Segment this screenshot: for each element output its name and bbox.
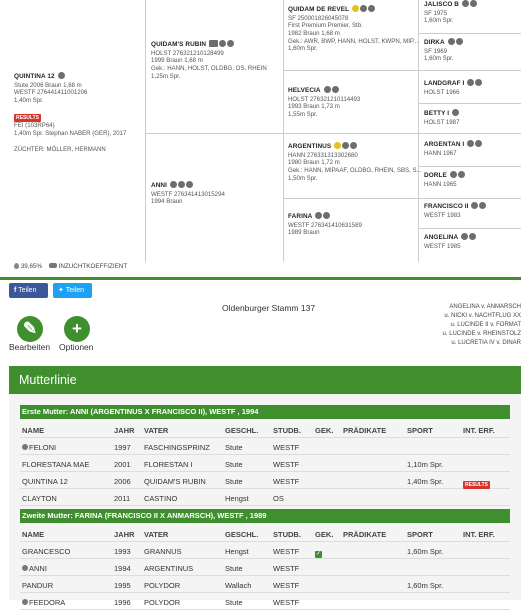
granddam-detail: 1993 Braun 1,73 m <box>288 103 340 111</box>
camera-icon[interactable] <box>360 5 367 12</box>
camera-icon[interactable] <box>450 171 457 178</box>
horse-icon <box>49 263 57 268</box>
offspring-sport: 1,60m Spr. <box>407 547 444 556</box>
ancestor-detail: 1,60m Spr. <box>424 17 454 25</box>
offspring-studbook: WESTF <box>273 443 300 452</box>
pedigree-divider <box>418 228 521 229</box>
info-icon[interactable] <box>470 0 477 7</box>
edit-button[interactable] <box>17 316 43 342</box>
ancestor-name[interactable]: ARGENTAN I <box>424 141 465 148</box>
horse-name[interactable]: QUINTINA 12 <box>14 73 55 80</box>
column-header: JAHR <box>114 426 135 435</box>
horse-detail: Stute 2006 Braun 1,68 m <box>14 81 82 89</box>
edit-label[interactable]: Bearbeiten <box>9 342 51 352</box>
dam-sire-detail: 1980 Braun 1,72 m <box>288 159 340 167</box>
pedigree-divider <box>145 0 146 262</box>
pedigree-divider <box>283 0 284 262</box>
column-header: NAME <box>22 530 45 539</box>
camera-icon[interactable] <box>471 202 478 209</box>
granddam-card <box>288 86 360 119</box>
offspring-year: 2006 <box>114 477 131 486</box>
offspring-year: 1995 <box>114 581 131 590</box>
stamm-line[interactable]: u. LUCINDE v. RHEINSTOLZ <box>442 331 521 337</box>
info-icon[interactable] <box>227 40 234 47</box>
options-label[interactable]: Optionen <box>59 342 94 352</box>
info-icon[interactable] <box>368 5 375 12</box>
inbreeding-row <box>14 263 127 271</box>
table-row[interactable] <box>20 577 510 593</box>
table-row[interactable] <box>20 439 510 455</box>
table-row[interactable] <box>20 560 510 576</box>
camera-icon[interactable] <box>467 79 474 86</box>
ancestor-card <box>424 38 463 63</box>
ancestor-detail: HANN 1967 <box>424 149 457 157</box>
ancestor-detail: SF 1969 <box>424 47 448 55</box>
dam-card <box>151 181 225 206</box>
dam-name[interactable]: ANNI <box>151 182 168 189</box>
offspring-year: 1997 <box>114 443 131 452</box>
pedigree-divider <box>145 133 283 134</box>
offspring-year: 1994 <box>114 564 131 573</box>
dam-dam-detail: 1989 Braun <box>288 229 320 237</box>
check-icon: ✓ <box>315 551 322 557</box>
ancestor-detail: HOLST 1966 <box>424 88 460 96</box>
deceased-icon <box>22 599 28 605</box>
facebook-share-label: Teilen <box>18 287 37 294</box>
offspring-studbook: WESTF <box>273 547 300 556</box>
family-icon[interactable] <box>178 181 185 188</box>
offspring-studbook: WESTF <box>273 564 300 573</box>
ancestor-name[interactable]: DORLE <box>424 172 447 179</box>
column-header: INT. ERF. <box>463 426 495 435</box>
offspring-name[interactable]: QUINTINA 12 <box>22 477 68 486</box>
offspring-sex: Stute <box>225 443 243 452</box>
sire-detail: Gek.: HANN, HOLST, OLDBG, OS, RHEIN <box>151 64 267 72</box>
grandsire-detail: 1982 Braun 1,68 m <box>288 29 340 37</box>
column-header: VATER <box>144 426 169 435</box>
inbreeding-label[interactable]: INZUCHTKOEFFIZIENT <box>58 263 128 270</box>
column-header: GEK. <box>315 530 334 539</box>
pedigree-divider <box>418 198 521 199</box>
grandsire-card <box>288 5 418 53</box>
offspring-year: 1993 <box>114 547 131 556</box>
facebook-share-button[interactable] <box>9 283 48 298</box>
offspring-sire[interactable]: POLYDOR <box>144 598 181 607</box>
offspring-sire[interactable]: QUIDAM'S RUBIN <box>144 477 206 486</box>
column-header: STUDB. <box>273 426 301 435</box>
stallion-icon <box>209 40 218 47</box>
offspring-sex: Hengst <box>225 494 249 503</box>
stamm-line[interactable]: u. LUCINDE II v. FORMAT <box>450 322 521 328</box>
pedigree-divider <box>418 70 521 71</box>
offspring-year: 2001 <box>114 460 131 469</box>
pedigree-divider <box>418 166 521 167</box>
sire-detail: 1999 Braun 1,68 m <box>151 57 203 65</box>
offspring-year: 1996 <box>114 598 131 607</box>
column-header: VATER <box>144 530 169 539</box>
offspring-sire[interactable]: ARGENTINUS <box>144 564 194 573</box>
horse-detail: WESTF 276441411001206 <box>14 89 88 97</box>
offspring-year: 2011 <box>114 494 131 503</box>
ancestor-detail: HOLST 1987 <box>424 118 460 126</box>
granddam-detail: 1,55m Spr. <box>288 110 318 118</box>
pedigree-divider <box>283 133 418 134</box>
offspring-sire[interactable]: GRANNUS <box>144 547 182 556</box>
info-icon[interactable] <box>186 181 193 188</box>
table-header-row <box>20 422 510 438</box>
offspring-name[interactable]: PANDUR <box>22 581 54 590</box>
twitter-share-label: Teilen <box>65 287 84 294</box>
camera-icon[interactable] <box>448 38 455 45</box>
drop-icon <box>14 263 19 269</box>
premium-icon <box>334 142 341 149</box>
sire-detail: 1,25m Spr. <box>151 72 181 80</box>
stamm-line[interactable]: u. LUCRETIA IV v. DINAR <box>451 340 521 346</box>
stamm-title[interactable]: Oldenburger Stamm 137 <box>222 303 316 313</box>
horse-detail: 1,40m Spr. <box>14 96 44 104</box>
section-divider <box>0 277 521 280</box>
dam-sire-detail: HANN 276331313302680 <box>288 151 358 159</box>
offspring-name[interactable]: CLAYTON <box>22 494 57 503</box>
offspring-sport: 1,40m Spr. <box>407 477 444 486</box>
inbreeding-percent: 39,65% <box>20 263 43 270</box>
premium-icon <box>352 5 359 12</box>
grandsire-detail: 1,60m Spr. <box>288 45 318 53</box>
ancestor-name[interactable]: JALISCO B <box>424 1 459 8</box>
info-icon[interactable] <box>475 79 482 86</box>
column-header: SPORT <box>407 530 433 539</box>
dam-sire-card <box>288 142 422 182</box>
grandsire-detail: SF 250001826045078 <box>288 14 349 22</box>
dam-detail: WESTF 276341413015294 <box>151 190 225 198</box>
pedigree-divider <box>418 103 521 104</box>
table-row[interactable] <box>20 456 510 472</box>
camera-icon[interactable] <box>324 86 331 93</box>
offspring-sex: Stute <box>225 564 243 573</box>
info-icon[interactable] <box>469 233 476 240</box>
dam-detail: 1994 Braun <box>151 198 183 206</box>
camera-icon[interactable] <box>342 142 349 149</box>
camera-icon[interactable] <box>170 181 177 188</box>
pedigree-divider <box>418 33 521 34</box>
info-icon[interactable] <box>323 212 330 219</box>
column-header: GESCHL. <box>225 426 259 435</box>
results-badge[interactable]: RESULTS <box>16 114 39 121</box>
fei-id: FEI (103RP64) <box>14 122 55 130</box>
ancestor-name[interactable]: LANDGRAF I <box>424 80 465 87</box>
offspring-name[interactable]: FEEDORA <box>29 598 66 607</box>
offspring-sport: 1,60m Spr. <box>407 581 444 590</box>
dam-dam-card <box>288 212 362 237</box>
offspring-sire[interactable]: FLORESTAN I <box>144 460 193 469</box>
camera-icon[interactable] <box>462 0 469 7</box>
column-header: PRÄDIKATE <box>343 426 387 435</box>
camera-icon[interactable] <box>467 140 474 147</box>
ancestor-detail: 1,60m Spr. <box>424 55 454 63</box>
pedigree-divider <box>283 198 418 199</box>
dam-dam-name[interactable]: FARINA <box>288 213 313 220</box>
ancestor-detail: HANN 1965 <box>424 180 457 188</box>
table-row[interactable] <box>20 543 510 559</box>
offspring-sire[interactable]: CASTINO <box>144 494 178 503</box>
breeder: ZÜCHTER: MÖLLER, HERMANN <box>14 145 106 153</box>
offspring-name[interactable]: FLORESTANA MAE <box>22 460 90 469</box>
mutterlinie-header: Mutterlinie <box>9 366 521 394</box>
offspring-name[interactable]: ANNI <box>29 564 47 573</box>
info-icon[interactable] <box>350 142 357 149</box>
table-row[interactable] <box>20 594 510 610</box>
plus-icon: + <box>72 319 82 338</box>
column-header: GEK. <box>315 426 334 435</box>
info-icon[interactable] <box>452 109 459 116</box>
twitter-icon: ✦ <box>58 287 64 294</box>
offspring-sire[interactable]: FASCHINGSPRINZ <box>144 443 210 452</box>
table-row[interactable] <box>20 490 510 506</box>
column-header: PRÄDIKATE <box>343 530 387 539</box>
camera-icon[interactable] <box>315 212 322 219</box>
second-dam-title: Zweite Mutter: FARINA (FRANCISCO II X ANMARSCH), WESTF , 1989 <box>20 509 510 523</box>
ancestor-card <box>424 202 486 219</box>
pedigree-divider <box>418 133 521 134</box>
info-icon[interactable] <box>456 38 463 45</box>
dam-dam-detail: WESTF 276341410631589 <box>288 221 362 229</box>
ancestor-card <box>424 109 459 126</box>
granddam-name[interactable]: HELVECIA <box>288 87 321 94</box>
offspring-studbook: WESTF <box>273 581 300 590</box>
column-header: SPORT <box>407 426 433 435</box>
ancestor-card <box>424 140 482 157</box>
horse-card <box>14 72 126 153</box>
info-icon[interactable] <box>332 86 339 93</box>
stamm-lineage <box>443 303 521 348</box>
twitter-share-button[interactable] <box>53 283 92 298</box>
offspring-studbook: WESTF <box>273 460 300 469</box>
pedigree-divider <box>283 70 418 71</box>
ancestor-card <box>424 0 477 25</box>
facebook-icon: f <box>14 287 17 294</box>
deceased-icon <box>22 565 28 571</box>
sire-detail: HOLST 276321210128499 <box>151 49 224 57</box>
grandsire-detail: First Premium Premier, Stb. <box>288 22 363 30</box>
pedigree <box>0 0 521 277</box>
offspring-studbook: WESTF <box>273 477 300 486</box>
info-icon[interactable] <box>475 140 482 147</box>
column-header: STUDB. <box>273 530 301 539</box>
offspring-sex: Stute <box>225 460 243 469</box>
sire-card <box>151 40 267 80</box>
offspring-name[interactable]: FELONI <box>29 443 57 452</box>
stamm-line[interactable]: u. NICKI v. NACHTFLUG XX <box>444 313 521 319</box>
camera-icon[interactable] <box>461 233 468 240</box>
ancestor-name[interactable]: FRANCISCO II <box>424 203 469 210</box>
offspring-sex: Stute <box>225 598 243 607</box>
ancestor-detail: WESTF 1985 <box>424 242 461 250</box>
dam-sire-detail: Gek.: HANN, MIPAAF, OLDBG, RHEIN, SBS, S... <box>288 166 422 174</box>
offspring-name[interactable]: GRANCESCO <box>22 547 71 556</box>
table-row[interactable] <box>20 473 510 489</box>
grandsire-detail: Gek.: AWR, BWP, HANN, HOLST, KWPN, MIP... <box>288 37 419 45</box>
info-icon[interactable] <box>58 72 65 79</box>
offspring-sire[interactable]: POLYDOR <box>144 581 181 590</box>
dam-sire-name[interactable]: ARGENTINUS <box>288 143 332 150</box>
column-header: JAHR <box>114 530 135 539</box>
offspring-sex: Wallach <box>225 581 252 590</box>
fei-result: 1,40m Spr. Stephan NABER (GER), 2017 <box>14 129 127 137</box>
table-header-row <box>20 526 510 542</box>
ancestor-card <box>424 79 482 96</box>
options-button[interactable] <box>64 316 90 342</box>
ancestor-name[interactable]: DIRKA <box>424 39 445 46</box>
sire-name[interactable]: QUIDAM'S RUBIN <box>151 41 207 48</box>
column-header: NAME <box>22 426 45 435</box>
stamm-line[interactable]: ANGELINA v. ANMARSCH <box>449 304 521 310</box>
camera-icon[interactable] <box>219 40 226 47</box>
granddam-detail: HOLST 276321210114493 <box>288 95 361 103</box>
pencil-icon: ✎ <box>22 319 38 338</box>
deceased-icon <box>22 444 28 450</box>
grandsire-name[interactable]: QUIDAM DE REVEL <box>288 6 350 13</box>
ancestor-card <box>424 233 476 250</box>
dam-sire-detail: 1,50m Spr. <box>288 174 318 182</box>
ancestor-detail: SF 1975 <box>424 9 448 17</box>
offspring-sport: 1,10m Spr. <box>407 460 444 469</box>
info-icon[interactable] <box>479 202 486 209</box>
offspring-studbook: WESTF <box>273 598 300 607</box>
ancestor-card <box>424 171 465 188</box>
results-badge[interactable]: RESULTS <box>465 482 488 488</box>
offspring-studbook: OS <box>273 494 284 503</box>
first-dam-title: Erste Mutter: ANNI (ARGENTINUS X FRANCISCO II), WESTF , 1994 <box>20 405 510 419</box>
column-header: GESCHL. <box>225 530 259 539</box>
column-header: INT. ERF. <box>463 530 495 539</box>
ancestor-detail: WESTF 1983 <box>424 211 461 219</box>
ancestor-name[interactable]: ANGELINA <box>424 234 459 241</box>
info-icon[interactable] <box>458 171 465 178</box>
offspring-sex: Hengst <box>225 547 249 556</box>
offspring-sex: Stute <box>225 477 243 486</box>
ancestor-name[interactable]: BETTY I <box>424 110 450 117</box>
